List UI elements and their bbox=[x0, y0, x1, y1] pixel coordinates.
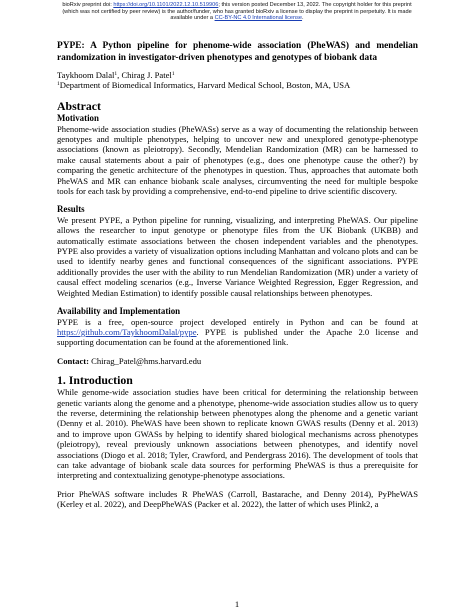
author-name: Chirag J. Patel bbox=[121, 70, 172, 80]
preprint-line-1: bioRxiv preprint doi: https://doi.org/10.1101/2022.12.10.519906; this version posted December 13, 2022. The copyright holder for this preprint bbox=[62, 2, 412, 8]
abstract-heading: Abstract bbox=[57, 99, 101, 113]
author-list: Taykhoom Dalal$^1$, Chirag J. Patel$^1$ bbox=[57, 70, 175, 80]
doi-link[interactable]: https://doi.org/10.1101/2022.12.10.519906 bbox=[113, 2, 219, 8]
results-heading: Results bbox=[57, 204, 85, 215]
motivation-heading: Motivation bbox=[57, 113, 99, 123]
page-number: 1 bbox=[234, 599, 240, 609]
results-paragraph: We present PYPE, a Python pipeline for running, visualizing, and interpreting PheWAS. Our pipeline allows the researcher to input genotype or phenotype files from the UK Biobank (UKBB) and automatically estimate associations between the chosen independent variables and the phenotypes. PYPE also provides a variety of visualization options including Manhattan and volcano plots and can be used to identify nearby genes and functional consequences of the significant associations. PYPE additionally provides the user with the ability to run Mendelian Randomization (MR) under a variety of causal effect modeling scenarios (e.g., Inverse Variance Weighted Regression, Egger Regression, and Weighted Median Estimation) to identify possible causal relationships between phenotypes. bbox=[57, 214, 418, 298]
availability-paragraph: PYPE is a free, open-source project developed entirely in Python and can be found at https://github.com/TaykhoomDalal/pype. PYPE is published under the Apache 2.0 license and supporting documentation can be found at the aforementioned link. bbox=[57, 316, 418, 348]
contact-line bbox=[57, 356, 418, 366]
affiliation-marker: 1 bbox=[57, 81, 60, 87]
introduction-heading: 1. Introduction bbox=[57, 373, 133, 388]
preprint-line-2: (which was not certified by peer review) is the author/funder, who has granted bioRxiv a license to display the preprint in perpetuity. It is made bbox=[62, 8, 412, 15]
availability-heading: Availability and Implementation bbox=[57, 306, 181, 317]
contact-label: Contact: bbox=[57, 355, 89, 366]
author-name: Taykhoom Dalal bbox=[57, 70, 115, 80]
contact-email: Chirag_Patel@hms.harvard.edu bbox=[88, 355, 202, 366]
introduction-paragraph-1: While genome-wide association studies have been critical for determining the relationship between genetic variants along the genome and a phenotype, phenome-wide association studies allow us to query the reverse, determining the relationship between phenotypes along the phenome and a genetic variant (Denny et al. 2010). PheWAS have been shown to replicate known GWAS results (Denny et al. 2013) and to improve upon GWASs by helping to identify shared biological mechanisms across phenotypes (pleiotropy), reveal previously unknown associations between phenotypes, and identify novel associations (Diogo et al. 2018; Tyler, Crawford, and Pendergrass 2016). The development of tools that can take advantage of biobank scale data sources for performing PheWAS is thus a prerequisite for interpreting and contextualizing genotype-phenotype associations. bbox=[57, 387, 418, 481]
paper-title: PYPE: A Python pipeline for phenome-wide association (PheWAS) and mendelian randomization in investigator-driven phenotypes and genotypes of biobank data bbox=[57, 41, 418, 63]
motivation-paragraph: Phenome-wide association studies (PheWASs) serve as a way of documenting the relationship between genotypes and multiple phenotypes, helping to uncover new and unexplored genotype-phenotype associations (known as pleiotropy). Secondly, Mendelian Randomization (MR) can be harnessed to make causal statements about a pair of phenotypes (e.g., does one phenotype cause the other?) by comparing the genetic architecture of the phenotypes in question. Thus, approaches that automate both PheWAS and MR can enhance biobank scale analyses, circumventing the need for multiple bespoke tools for each task by providing a comprehensive, end-to-end pipeline to drive scientific discovery. bbox=[57, 123, 418, 196]
license-link[interactable]: CC-BY-NC 4.0 International license bbox=[214, 15, 303, 22]
affiliation-marker: 1 bbox=[114, 71, 118, 77]
github-link[interactable]: https://github.com/TaykhoomDalal/pype bbox=[57, 327, 197, 337]
preprint-notice bbox=[0, 2, 474, 22]
paper-page bbox=[57, 41, 418, 510]
affiliation: $^1$Department of Biomedical Informatics, Harvard Medical School, Boston, MA, USA bbox=[57, 80, 351, 90]
introduction-paragraph-2: Prior PheWAS software includes R PheWAS (Carroll, Bastarache, and Denny 2014), PyPheWAS (Kerley et al. 2022), and DeepPheWAS (Packer et al. 2022), the latter of which uses Plink2, a bbox=[57, 488, 418, 510]
preprint-line-3: available under a CC-BY-NC 4.0 International license. bbox=[170, 15, 304, 22]
affiliation-marker: 1 bbox=[171, 71, 175, 77]
